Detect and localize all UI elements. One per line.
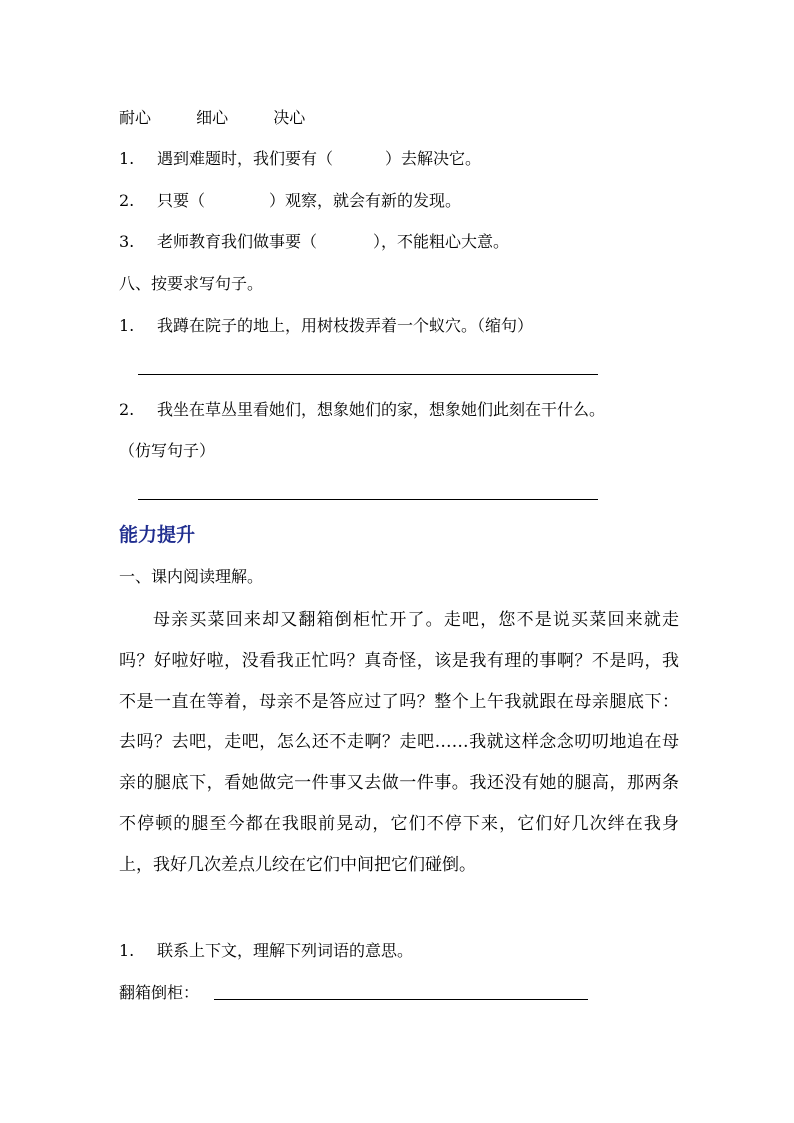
rewrite-question-1 [119,314,533,338]
word-bank-item: 细心 [196,108,229,127]
fill-blank-question-3 [119,230,509,254]
question-number: 2. [119,191,135,210]
word-bank [119,106,345,130]
question-text-before: 只要（ [157,191,206,210]
question-text-before: 遇到难题时，我们要有（ [157,149,334,168]
section-8-heading: 八、按要求写句子。 [119,274,264,293]
fill-blank-question-1 [119,147,481,171]
answer-line[interactable] [138,374,598,375]
term-definition-prompt [119,981,199,1005]
question-number: 1. [119,941,135,960]
question-text: 联系上下文，理解下列词语的意思。 [157,941,414,960]
rewrite-question-2-note: （仿写句子） [119,441,216,460]
question-text-after: ）观察，就会有新的发现。 [269,191,462,210]
comprehension-question-1 [119,939,413,963]
fill-blank-question-2 [119,189,461,213]
question-text-before: 老师教育我们做事要（ [157,232,318,251]
word-bank-item: 耐心 [119,108,152,127]
question-text: 我坐在草丛里看她们，想象她们的家，想象她们此刻在干什么。 [157,400,606,419]
question-text-after: ）去解决它。 [385,149,482,168]
question-number: 2. [119,400,135,419]
reading-heading: 一、课内阅读理解。 [119,567,264,586]
question-number: 3. [119,232,135,251]
term-label: 翻箱倒柜： [119,983,200,1002]
question-text-after: ），不能粗心大意。 [373,232,510,251]
question-number: 1. [119,149,135,168]
question-number: 1. [119,316,135,335]
word-bank-item: 决心 [273,108,306,127]
answer-line[interactable] [214,999,588,1000]
ability-heading: 能力提升 [119,524,196,546]
rewrite-question-2 [119,398,605,422]
question-text: 我蹲在院子的地上，用树枝拨弄着一个蚁穴。（缩句） [157,316,534,335]
passage-text: 母亲买菜回来却又翻箱倒柜忙开了。走吧，您不是说买菜回来就走吗？好啦好啦，没看我正忙吗？真奇怪，该是我有理的事啊？不是吗，我不是一直在等着，母亲不是答应过了吗？整个上午我就跟在母亲腿底下：去吗？去吧，走吧，怎么还不走啊？走吧……我就这样念念叨叨地追在母亲的腿底下，看她做完一件事又去做一件事。我还没有她的腿高，那两条不停顿的腿至今都在我眼前晃动，它们不停下来，它们好几次绊在我身上，我好几次差点儿绞在它们中间把它们碰倒。 [119,610,679,875]
reading-passage [119,600,679,886]
answer-line[interactable] [138,499,598,500]
